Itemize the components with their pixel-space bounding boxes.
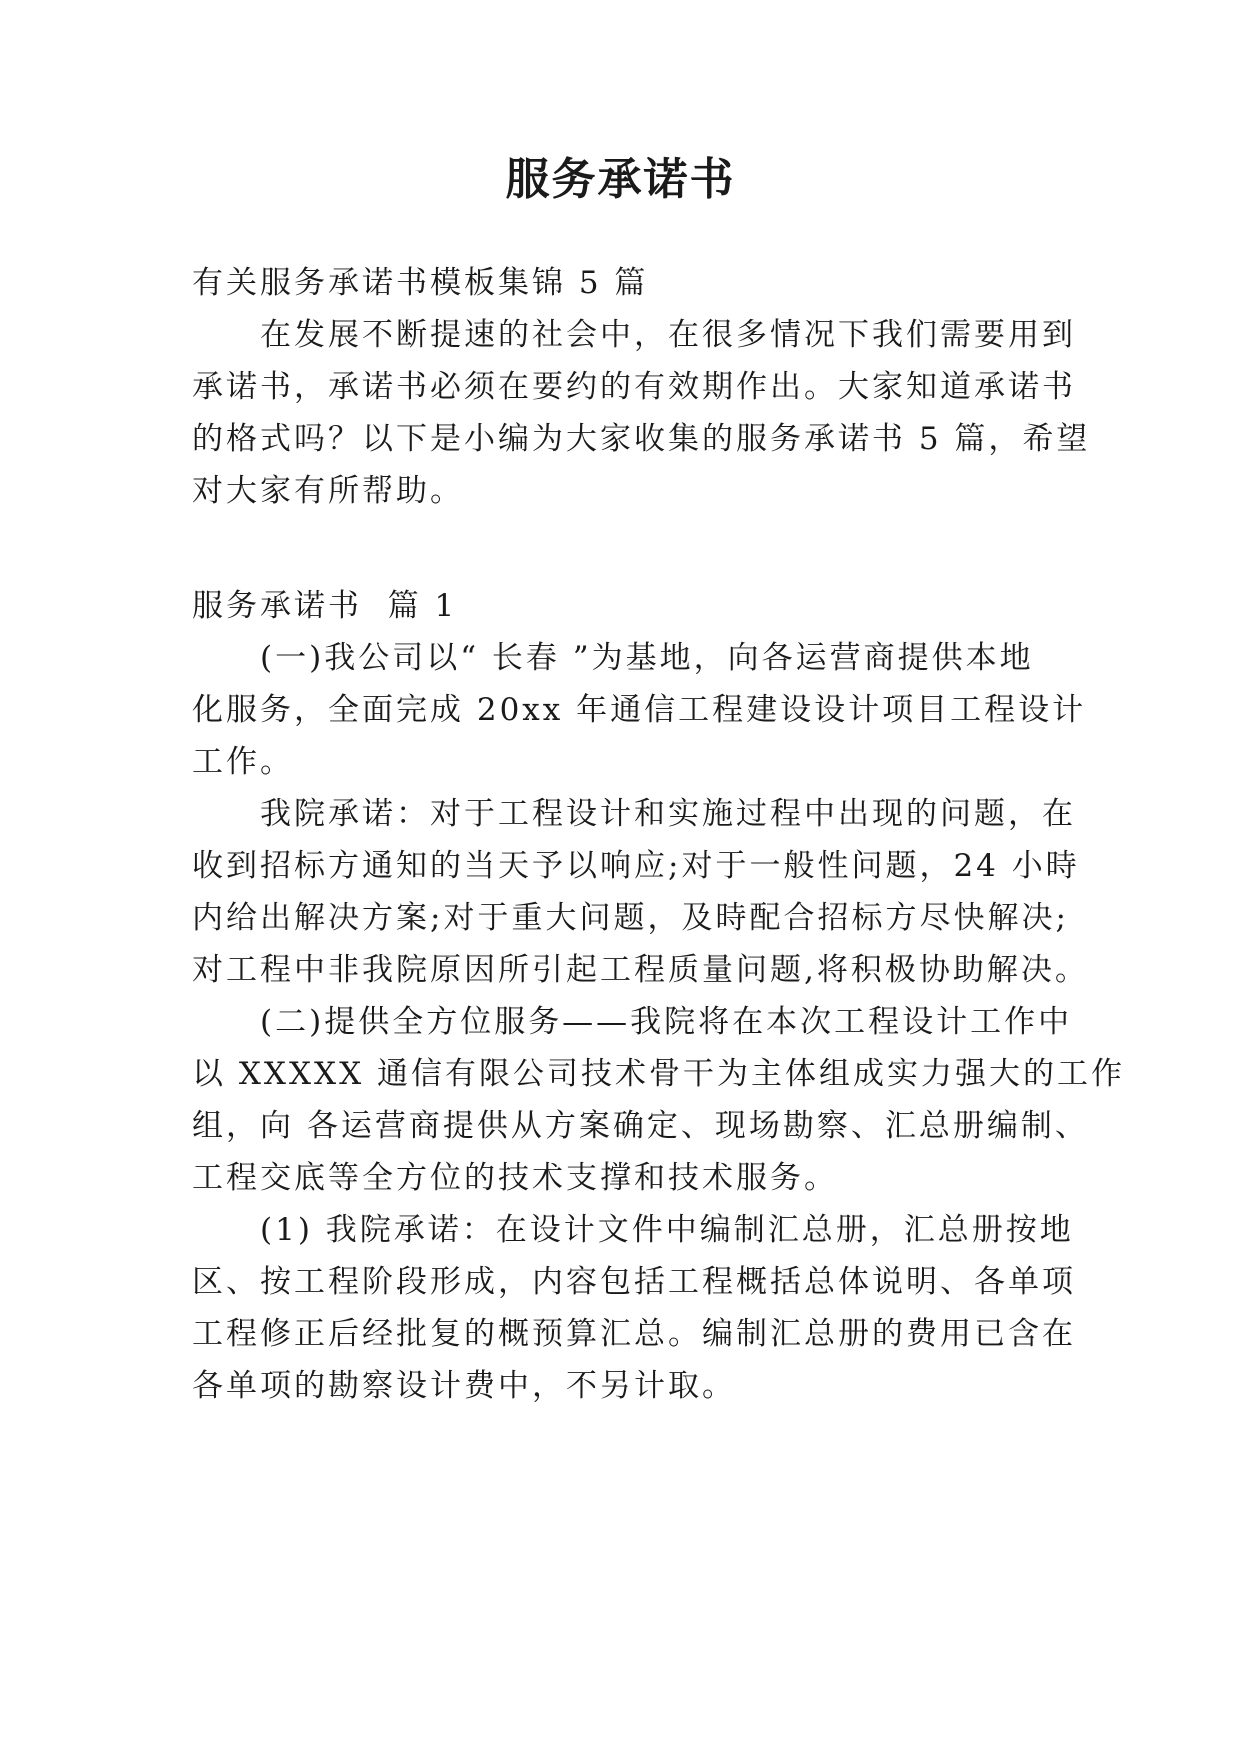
body-line: 对工程中非我院原因所引起工程质量问题,将积极协助解决。 <box>192 952 1089 988</box>
body-line: 我院承诺：对于工程设计和实施过程中出现的问题，在 <box>192 796 1076 832</box>
section-heading: 服务承诺书 篇 1 <box>192 588 458 624</box>
body-line: 工程修正后经批复的概预算汇总。编制汇总册的费用已含在 <box>192 1316 1076 1352</box>
body-line: 收到招标方通知的当天予以响应;对于一般性问题，24 小時 <box>192 848 1080 884</box>
body-line: 有关服务承诺书模板集锦 5 篇 <box>192 265 649 301</box>
body-line: 的格式吗？以下是小编为大家收集的服务承诺书 5 篇，希望 <box>192 421 1091 457</box>
body-line: 承诺书，承诺书必须在要约的有效期作出。大家知道承诺书 <box>192 369 1076 405</box>
body-line: 各单项的勘察设计费中，不另计取。 <box>192 1368 736 1404</box>
body-line: 以 XXXXX 通信有限公司技术骨干为主体组成实力强大的工作 <box>192 1056 1126 1092</box>
body-line: (一)我公司以“ 长春 ”为基地，向各运营商提供本地 <box>192 640 1034 676</box>
body-line: 化服务，全面完成 20xx 年通信工程建设设计项目工程设计 <box>192 692 1087 728</box>
body-line: (二)提供全方位服务——我院将在本次工程设计工作中 <box>192 1004 1073 1040</box>
body-line: 工作。 <box>192 744 294 780</box>
body-line: 组，向 各运营商提供从方案确定、现场勘察、汇总册编制、 <box>192 1108 1089 1144</box>
body-line: 工程交底等全方位的技术支撑和技术服务。 <box>192 1160 838 1196</box>
body-line: 区、按工程阶段形成，内容包括工程概括总体说明、各单项 <box>192 1264 1076 1300</box>
body-line: 内给出解决方案;对于重大问题，及時配合招标方尽快解决; <box>192 900 1069 936</box>
body-line: (1) 我院承诺：在设计文件中编制汇总册，汇总册按地 <box>192 1212 1074 1248</box>
document-title: 服务承诺书 <box>505 154 736 205</box>
body-line: 对大家有所帮助。 <box>192 473 464 509</box>
body-line: 在发展不断提速的社会中，在很多情况下我们需要用到 <box>192 317 1076 353</box>
